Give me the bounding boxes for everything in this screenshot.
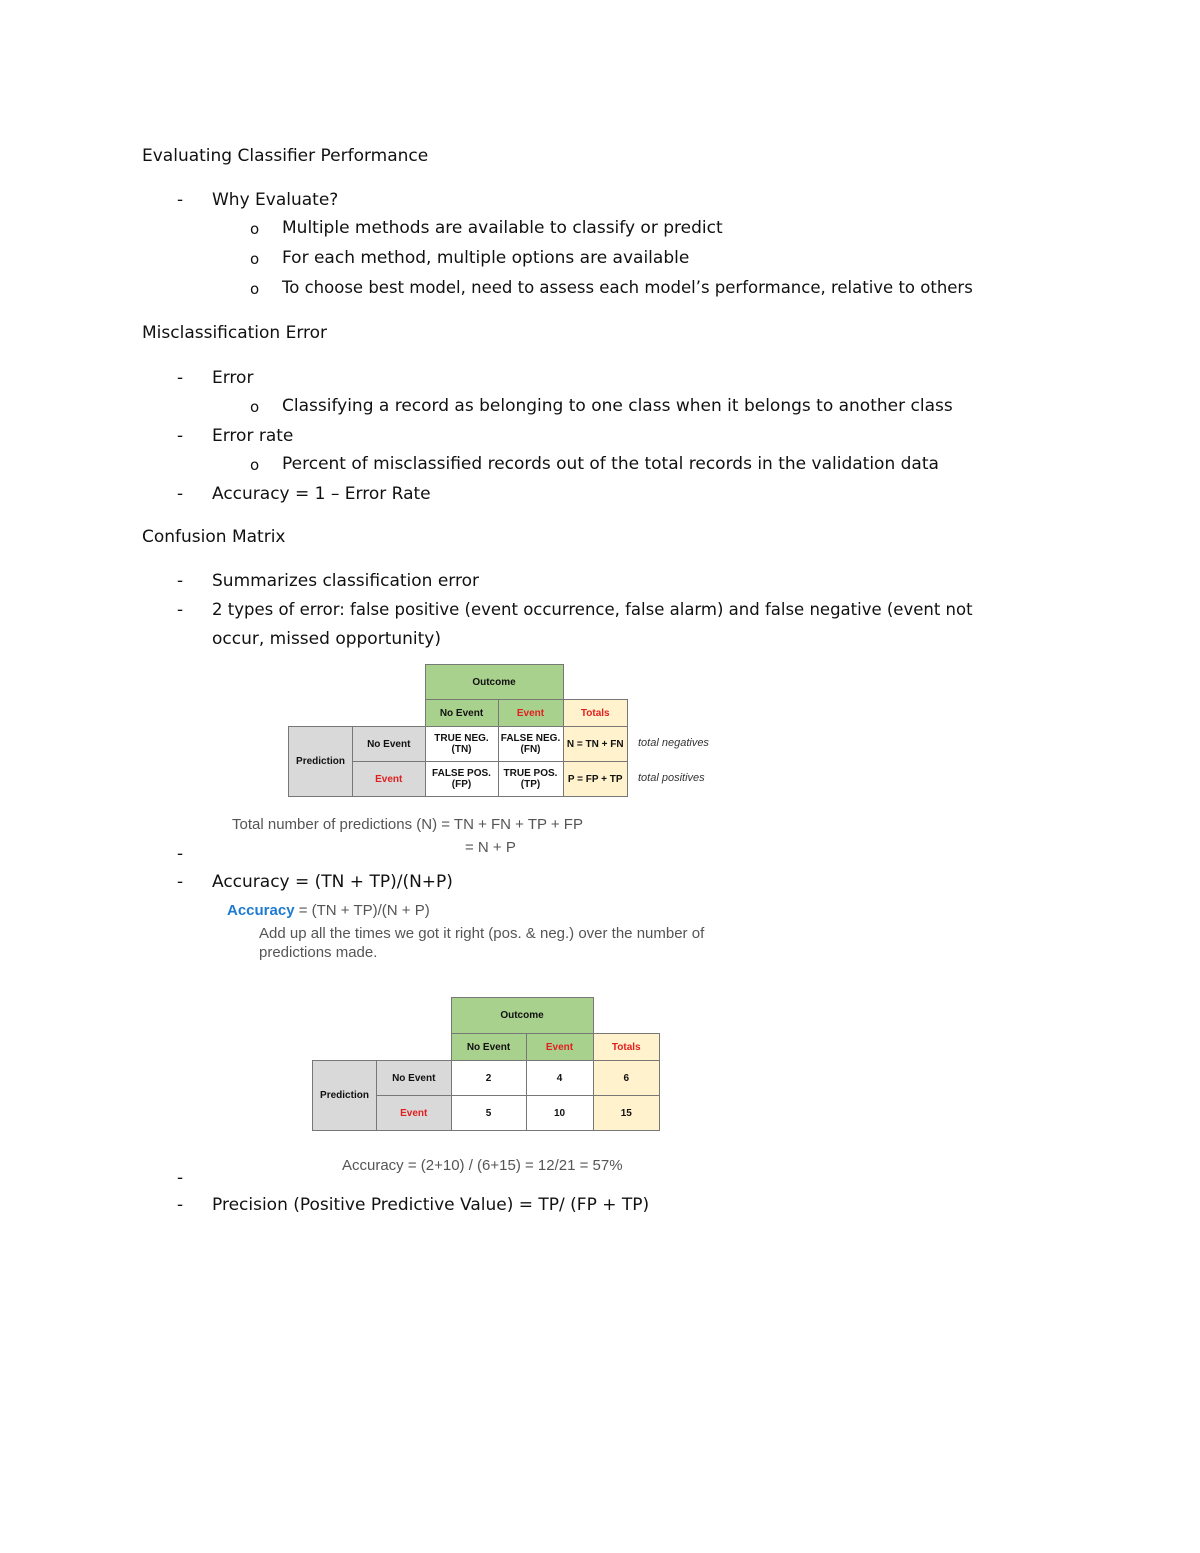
section-title-evaluating: Evaluating Classifier Performance <box>142 146 429 166</box>
cell-event-total: 15 <box>593 1096 660 1131</box>
row-prediction: Prediction <box>313 1061 377 1131</box>
item-why-evaluate: Why Evaluate? <box>212 190 339 210</box>
cell-fp: FALSE POS. (FP) <box>425 762 498 797</box>
section-title-misclassification: Misclassification Error <box>142 323 328 343</box>
dash-marker: - <box>177 484 184 504</box>
cell-fn: FALSE NEG. (FN) <box>498 727 563 762</box>
cell-tp: TRUE POS. (TP) <box>498 762 563 797</box>
note-total-negatives: total negatives <box>638 737 709 749</box>
cell-event-event: 10 <box>526 1096 593 1131</box>
cell-no-event-total: 6 <box>593 1061 660 1096</box>
accuracy-word: Accuracy <box>227 902 295 919</box>
accuracy-formula: = (TN + TP)/(N + P) <box>294 902 430 919</box>
accuracy-desc-line1: Add up all the times we got it right (pos. & neg.) over the number of <box>259 925 705 942</box>
item-accuracy-formula: Accuracy = (TN + TP)/(N+P) <box>212 872 453 892</box>
outcome-header: Outcome <box>451 998 593 1034</box>
col-no-event: No Event <box>451 1034 526 1061</box>
cell-n-total: N = TN + FN <box>563 727 628 762</box>
col-no-event: No Event <box>425 700 498 727</box>
row-no-event: No Event <box>353 727 426 762</box>
dash-marker: - <box>177 844 184 864</box>
cell-event-no-event: 5 <box>451 1096 526 1131</box>
bullet-marker: o <box>250 398 260 416</box>
row-prediction: Prediction <box>289 727 353 797</box>
dash-marker: - <box>177 1168 184 1188</box>
dash-marker: - <box>177 872 184 892</box>
bullet-marker: o <box>250 280 260 298</box>
row-event: Event <box>377 1096 452 1131</box>
dash-marker: - <box>177 1195 184 1215</box>
confusion-matrix-example <box>312 997 660 1131</box>
outcome-header: Outcome <box>425 665 563 700</box>
col-event: Event <box>526 1034 593 1061</box>
bullet-marker: o <box>250 250 260 268</box>
bullet-marker: o <box>250 456 260 474</box>
item-error: Error <box>212 368 254 388</box>
item-precision: Precision (Positive Predictive Value) = TP/ (FP + TP) <box>212 1195 650 1215</box>
accuracy-calculation: Accuracy = (2+10) / (6+15) = 12/21 = 57% <box>342 1157 623 1174</box>
note-total-positives: total positives <box>638 772 705 784</box>
dash-marker: - <box>177 426 184 446</box>
item-summarizes: Summarizes classification error <box>212 571 479 591</box>
accuracy-desc-line2: predictions made. <box>259 944 378 961</box>
subitem-percent-misclassified: Percent of misclassified records out of the total records in the validation data <box>282 454 939 474</box>
cell-tn: TRUE NEG. (TN) <box>425 727 498 762</box>
subitem-multiple-options: For each method, multiple options are available <box>282 248 690 268</box>
cell-no-event-no-event: 2 <box>451 1061 526 1096</box>
dash-marker: - <box>177 571 184 591</box>
subitem-classifying-record: Classifying a record as belonging to one class when it belongs to another class <box>282 396 953 416</box>
section-title-confusion-matrix: Confusion Matrix <box>142 527 286 547</box>
col-event: Event <box>498 700 563 727</box>
col-totals: Totals <box>593 1034 660 1061</box>
item-two-types-line2: occur, missed opportunity) <box>212 629 441 649</box>
item-error-rate: Error rate <box>212 426 294 446</box>
cell-no-event-event: 4 <box>526 1061 593 1096</box>
total-predictions-line1: Total number of predictions (N) = TN + FN + TP + FP <box>232 816 583 833</box>
accuracy-heading <box>227 902 430 919</box>
dash-marker: - <box>177 190 184 210</box>
row-no-event: No Event <box>377 1061 452 1096</box>
col-totals: Totals <box>563 700 628 727</box>
item-accuracy-error-rate: Accuracy = 1 – Error Rate <box>212 484 431 504</box>
bullet-marker: o <box>250 220 260 238</box>
row-event: Event <box>353 762 426 797</box>
cell-p-total: P = FP + TP <box>563 762 628 797</box>
subitem-choose-best: To choose best model, need to assess each model’s performance, relative to others <box>282 278 973 297</box>
subitem-multiple-methods: Multiple methods are available to classify or predict <box>282 218 723 238</box>
confusion-matrix-template <box>288 664 628 797</box>
dash-marker: - <box>177 368 184 388</box>
total-predictions-line2: = N + P <box>465 839 516 856</box>
item-two-types-line1: 2 types of error: false positive (event occurrence, false alarm) and false negative (event not <box>212 600 973 619</box>
dash-marker: - <box>177 600 184 620</box>
